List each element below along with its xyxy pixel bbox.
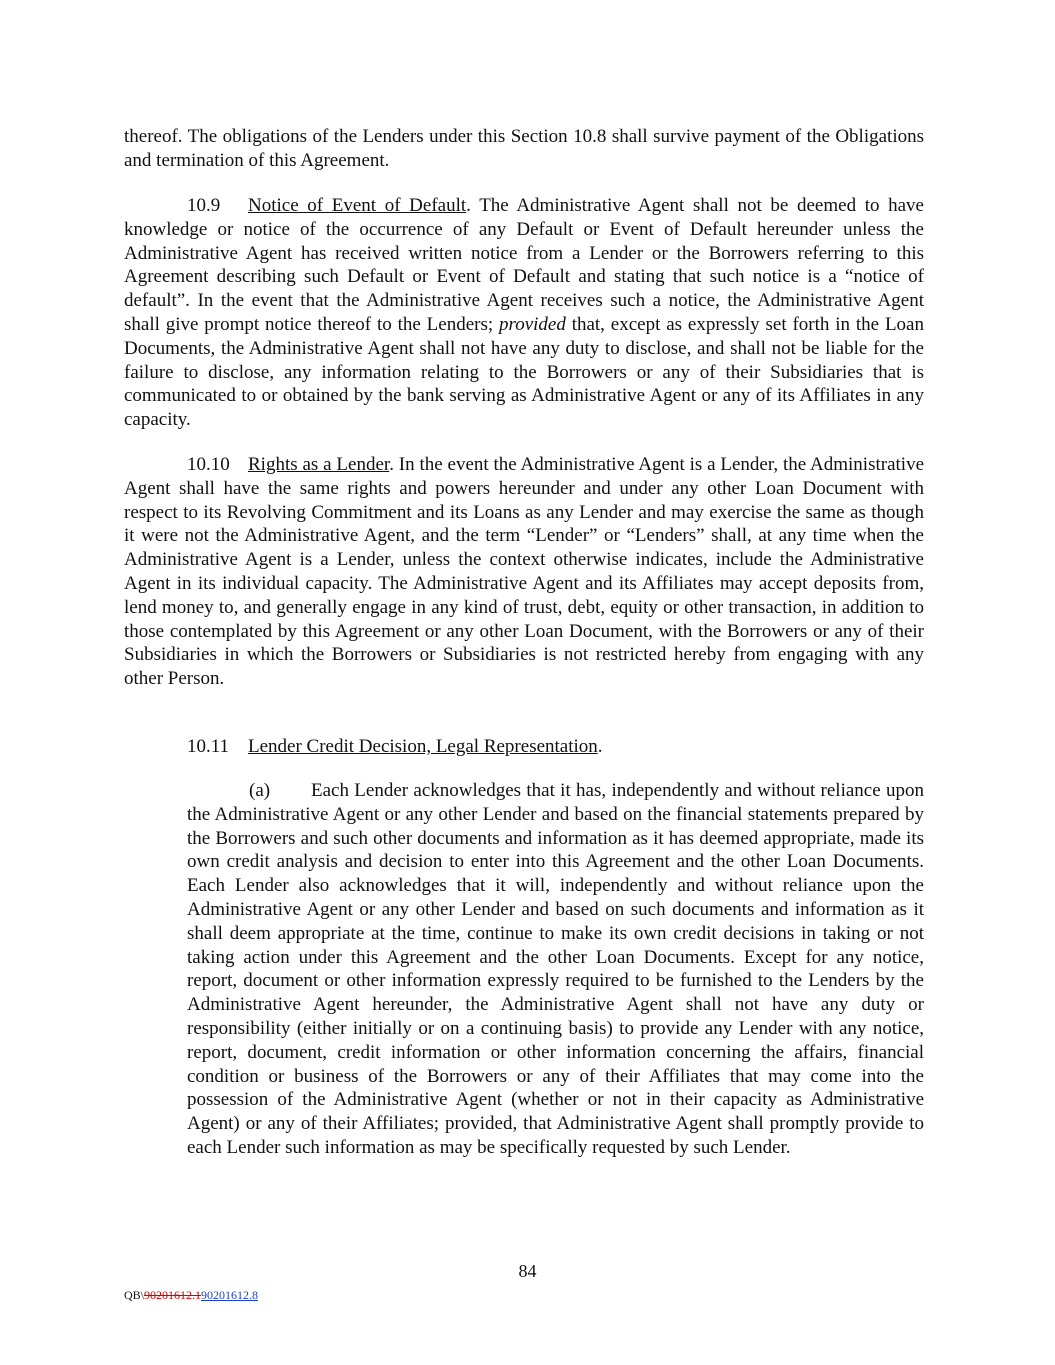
- page-number: 84: [518, 1261, 537, 1281]
- section-10-11: 10.11 Lender Credit Decision, Legal Representation.: [187, 736, 603, 757]
- docid-deleted: 90201612.1: [144, 1288, 202, 1302]
- document-id: QB\90201612.190201612.8: [124, 1288, 259, 1302]
- section-number: 10.9: [187, 195, 221, 216]
- paragraph-continuation: thereof. The obligations of the Lenders under this Section 10.8 shall survive payment of the Obligations and termination of this Agreement.: [124, 126, 924, 171]
- subsection-label: (a): [249, 780, 271, 801]
- docid-inserted: 90201612.8: [201, 1288, 259, 1302]
- section-10-9: 10.9 Notice of Event of Default. The Administrative Agent shall not be deemed to have knowledge or notice of the occurrence of any Default or Event of Default hereunder unless the Administrative Agent has received written notice from a Lender or the Borrowers referring to this Agreement describing such Default or Event of Default and stating that such notice is a “notice of default”. In the event that the Administrative Agent receives such a notice, the Administrative Agent shall give prompt notice thereof to the Lenders; provided that, except as expressly set forth in the Loan Documents, the Administrative Agent shall not have any duty to disclose, and shall not be liable for the failure to disclose, any information relating to the Borrowers or any of their Subsidiaries that is communicated to or obtained by the bank serving as Administrative Agent or any of its Affiliates in any capacity.: [124, 195, 924, 431]
- section-number: 10.10: [187, 454, 230, 475]
- section-10-11-a: (a) Each Lender acknowledges that it has, independently and without reliance upon the Administrative Agent or any other Lender and based on the financial statements prepared by the Borrowers and such other documents and information as it has deemed appropriate, made its own credit analysis and decision to enter into this Agreement and the other Loan Documents. Each Lender also acknowledges that it will, independently and without reliance upon the Administrative Agent or any other Lender and based on such documents and information as it shall deem appropriate at the time, continue to make its own credit decisions in taking or not taking action under this Agreement and the other Loan Documents. Except for any notice, report, document or other information expressly required to be furnished to the Lenders by the Administrative Agent hereunder, the Administrative Agent shall not have any duty or responsibility (either initially or on a continuing basis) to provide any Lender with any notice, report, document, credit information or other information concerning the affairs, financial condition or business of the Borrowers or any of their Affiliates that may come into the possession of the Administrative Agent (whether or not in their capacity as Administrative Agent) or any of their Affiliates; provided, that Administrative Agent shall promptly provide to each Lender such information as may be specifically requested by such Lender.: [187, 780, 924, 1158]
- section-heading: Notice of Event of Default: [248, 195, 467, 216]
- section-number: 10.11: [187, 736, 230, 757]
- section-heading: Lender Credit Decision, Legal Representation: [248, 736, 598, 757]
- section-heading: Rights as a Lender: [248, 454, 390, 475]
- section-10-10: 10.10 Rights as a Lender. In the event the Administrative Agent is a Lender, the Administrative Agent shall have the same rights and powers hereunder and under any other Loan Document with respect to its Revolving Commitment and its Loans as any Lender and may exercise the same as though it were not the Administrative Agent, and the term “Lender” or “Lenders” shall, at any time when the Administrative Agent is a Lender, unless the context otherwise indicates, include the Administrative Agent in its individual capacity. The Administrative Agent and its Affiliates may accept deposits from, lend money to, and generally engage in any kind of trust, debt, equity or other transaction, in addition to those contemplated by this Agreement or any other Loan Document, with the Borrowers or any of their Subsidiaries in which the Borrowers or Subsidiaries is not restricted hereby from engaging with any other Person.: [124, 454, 924, 690]
